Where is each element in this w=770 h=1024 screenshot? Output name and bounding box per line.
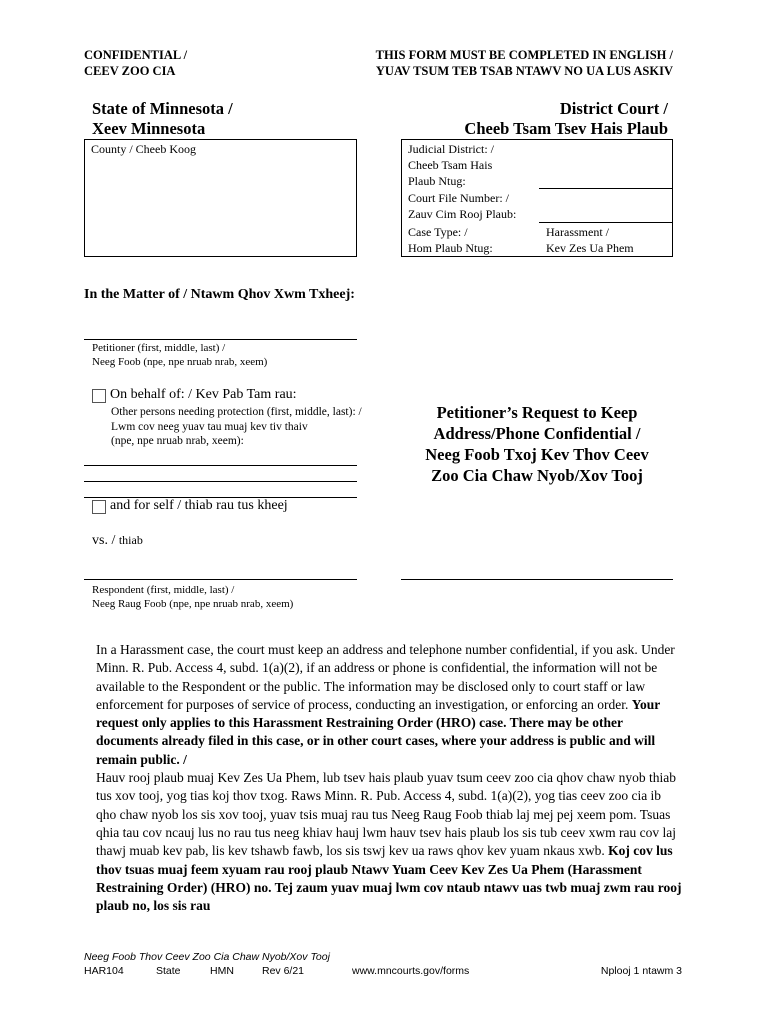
english-notice-line1: THIS FORM MUST BE COMPLETED IN ENGLISH /: [375, 48, 673, 62]
file-number-label: [408, 190, 516, 222]
county-box[interactable]: [84, 139, 357, 257]
instructions-english: [96, 641, 684, 769]
state-heading: [92, 99, 233, 139]
others-caption-l2: Lwm cov neeg yuav tau muaj kev tiv thaiv: [111, 420, 308, 433]
form-title-l3: Neeg Foob Txoj Kev Thov Ceev: [425, 445, 649, 464]
district-line2: Cheeb Tsam Tsev Hais Plaub: [464, 119, 668, 138]
title-underline: [401, 579, 673, 580]
vs-label: [92, 533, 143, 549]
judicial-district-l1: Judicial District: /: [408, 142, 494, 156]
others-caption-l1: Other persons needing protection (first, middle, last): /: [111, 406, 362, 418]
vs-hmong: thiab: [118, 533, 143, 547]
self-checkbox[interactable]: [92, 500, 106, 514]
judicial-district-field[interactable]: [539, 188, 673, 189]
respondent-caption: [92, 583, 293, 611]
district-line1: District Court /: [559, 99, 668, 118]
judicial-district-l2: Cheeb Tsam Hais: [408, 158, 493, 172]
footer-title: Neeg Foob Thov Ceev Zoo Cia Chaw Nyob/Xov Tooj: [84, 951, 330, 963]
vs-english: vs. /: [92, 533, 116, 548]
instructions-english-bold: Your request only applies to this Harassment Restraining Order (HRO) case. There may be other documents already filed in this case, or in other court cases, where your address is public and will remain public. /: [96, 696, 660, 767]
confidential-line2: CEEV ZOO CIA: [84, 64, 176, 78]
others-caption: [111, 405, 362, 449]
petitioner-caption: [92, 341, 267, 369]
instructions-hmong-bold: Koj cov lus thov tsuas muaj feem xyuam rau rooj plaub Ntawv Yuam Ceev Kev Zes Ua Phem (Harassment Restraining Order) (HRO) no. Tej zaum yuav muaj lwm cov ntaub ntawv uas twb muaj zwm rau rooj plaub no, los sis rau: [96, 843, 682, 914]
case-info-box: [401, 139, 673, 257]
confidential-line1: CONFIDENTIAL /: [84, 48, 188, 62]
county-label: County / Cheeb Koog: [91, 142, 196, 156]
petitioner-name-field[interactable]: [84, 339, 357, 340]
respondent-caption-l2: Neeg Raug Foob (npe, npe nruab nrab, xeem): [92, 598, 294, 610]
petitioner-caption-l2: Neeg Foob (npe, npe nruab nrab, xeem): [92, 356, 268, 368]
respondent-caption-l1: Respondent (first, middle, last) /: [92, 584, 235, 596]
case-type-label: [408, 224, 493, 256]
matter-heading: In the Matter of / Ntawm Qhov Xwm Txheej:: [84, 287, 355, 302]
english-notice-line2: YUAV TSUM TEB TSAB NTAWV NO UA LUS ASKIV: [375, 64, 673, 78]
confidential-label: [84, 47, 187, 79]
state-line1: State of Minnesota /: [92, 99, 233, 118]
footer-state: State: [156, 965, 181, 977]
file-number-field[interactable]: [539, 222, 673, 223]
self-label: and for self / thiab rau tus kheej: [110, 498, 288, 513]
form-title-l2: Address/Phone Confidential /: [433, 424, 641, 443]
instructions-hmong-text: Hauv rooj plaub muaj Kev Zes Ua Phem, lub tsev hais plaub yuav tsum ceev zoo cia qhov chaw nyob thiab tus xov tooj, yog tias koj thov txog. Raws Minn. R. Pub. Access 4, subd. 1(a)(2), yog tias ceev zoo cia ib qho chaw nyob los sis xov tooj, yuav tsis muaj rau tus Neeg Raug Foob thiab laj mej pej xeem pom. Tsuas qhia tau cov ncauj lus no rau tus neeg khiav hauj lwm hauv tsev hais plaub los sis tub ceev xwm rau cov laj thawj muab kev pab, lis kev tshawb fawb, los sis tswj kev ua raws qhov kev yuam nkaus xwb.: [96, 770, 676, 859]
footer-form-code: HAR104: [84, 965, 124, 977]
on-behalf-checkbox[interactable]: [92, 389, 106, 403]
footer-revision: Rev 6/21: [262, 965, 305, 977]
district-heading: [400, 99, 668, 139]
others-caption-l3: (npe, npe nruab nrab, xeem):: [111, 435, 244, 447]
file-number-l1: Court File Number: /: [408, 191, 509, 205]
respondent-name-field[interactable]: [84, 579, 357, 580]
judicial-district-l3: Plaub Ntug:: [408, 174, 466, 188]
form-title: [401, 402, 673, 486]
instructions-hmong: [96, 769, 684, 915]
footer-hmn: HMN: [210, 965, 234, 977]
judicial-district-label: [408, 141, 494, 189]
state-line2: Xeev Minnesota: [92, 119, 206, 138]
footer-page-number: Nplooj 1 ntawm 3: [600, 965, 682, 977]
case-type-value: [546, 224, 634, 256]
form-title-l4: Zoo Cia Chaw Nyob/Xov Tooj: [431, 466, 643, 485]
file-number-l2: Zauv Cim Rooj Plaub:: [408, 207, 517, 221]
form-title-l1: Petitioner’s Request to Keep: [436, 403, 638, 422]
instructions-english-text: In a Harassment case, the court must keep an address and telephone number confidential, if you ask. Under Minn. R. Pub. Access 4, subd. 1(a)(2), if an address or phone is confidential, the information will not be available to the Respondent or the public. The information may be disclosed only to court staff or law enforcement for purposes of service of process, conducting an investigation, or enforcing an order.: [96, 642, 675, 712]
case-type-value-l1: Harassment /: [546, 225, 609, 239]
footer-url[interactable]: www.mncourts.gov/forms: [352, 965, 470, 977]
english-notice: [330, 47, 673, 79]
instructions-body: [96, 641, 684, 915]
on-behalf-label: On behalf of: / Kev Pab Tam rau:: [110, 387, 297, 402]
case-type-value-l2: Kev Zes Ua Phem: [546, 241, 634, 255]
case-type-l1: Case Type: /: [408, 225, 468, 239]
other-person-field-2[interactable]: [84, 481, 357, 482]
case-type-l2: Hom Plaub Ntug:: [408, 241, 493, 255]
other-person-field-1[interactable]: [84, 465, 357, 466]
petitioner-caption-l1: Petitioner (first, middle, last) /: [92, 342, 226, 354]
